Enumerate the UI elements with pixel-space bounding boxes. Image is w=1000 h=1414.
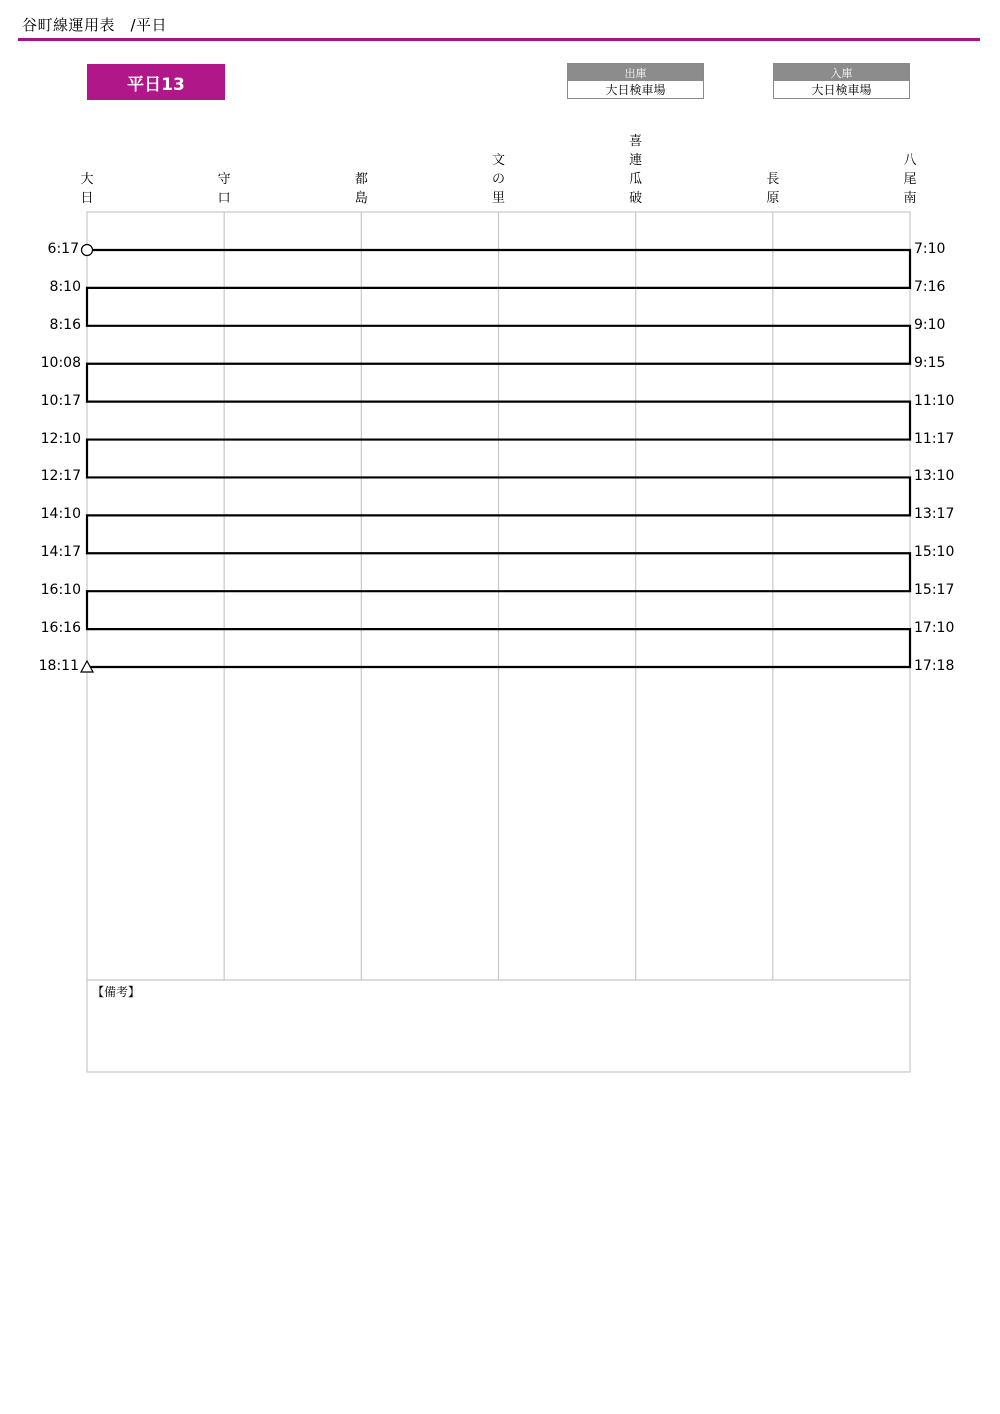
departure-time-left: 14:10 <box>40 506 81 523</box>
time-right: 11:10 <box>914 392 955 409</box>
departure-time-left: 6:17 <box>47 241 79 257</box>
time-right: 9:10 <box>914 316 946 333</box>
operation-badge: 平日13 <box>87 64 225 100</box>
depot-out-value: 大日検車場 <box>605 83 666 97</box>
departure-time-left: 10:17 <box>40 392 81 409</box>
remarks-label: 【備考】 <box>92 985 141 999</box>
depot-in-value: 大日検車場 <box>811 83 872 97</box>
time-right: 13:10 <box>914 468 955 485</box>
departure-time-left: 16:16 <box>40 620 81 637</box>
departure-time-left: 18:11 <box>38 658 79 674</box>
page-title: 谷町線運用表 /平日 <box>22 16 168 34</box>
station-label: 長原 <box>766 172 780 206</box>
departure-time-left: 16:10 <box>40 582 81 599</box>
departure-time-left: 8:16 <box>49 316 81 333</box>
station-label: 喜連瓜破 <box>629 134 643 206</box>
station-label: 守口 <box>217 172 231 206</box>
departure-time-left: 10:08 <box>40 354 81 371</box>
depot-out-label: 出庫 <box>568 64 703 81</box>
time-right: 13:17 <box>914 506 955 523</box>
time-right: 15:17 <box>914 582 955 599</box>
departure-time-left: 12:10 <box>40 430 81 447</box>
time-right: 7:10 <box>914 241 946 257</box>
time-right: 17:10 <box>914 620 955 637</box>
depot-in-label: 入庫 <box>774 64 909 81</box>
time-right: 9:15 <box>914 354 946 371</box>
depot-start-circle-icon <box>82 245 93 256</box>
departure-time-left: 8:10 <box>49 278 81 295</box>
station-label: 文の里 <box>491 153 505 206</box>
time-right: 7:16 <box>914 278 946 295</box>
time-right: 11:17 <box>914 430 955 447</box>
station-label: 八尾南 <box>903 153 917 206</box>
time-right: 15:10 <box>914 544 955 561</box>
station-label: 大日 <box>80 172 94 206</box>
station-label: 都島 <box>354 172 368 206</box>
departure-time-left: 14:17 <box>40 544 81 561</box>
departure-time-left: 12:17 <box>40 468 81 485</box>
time-right: 17:18 <box>914 658 955 674</box>
